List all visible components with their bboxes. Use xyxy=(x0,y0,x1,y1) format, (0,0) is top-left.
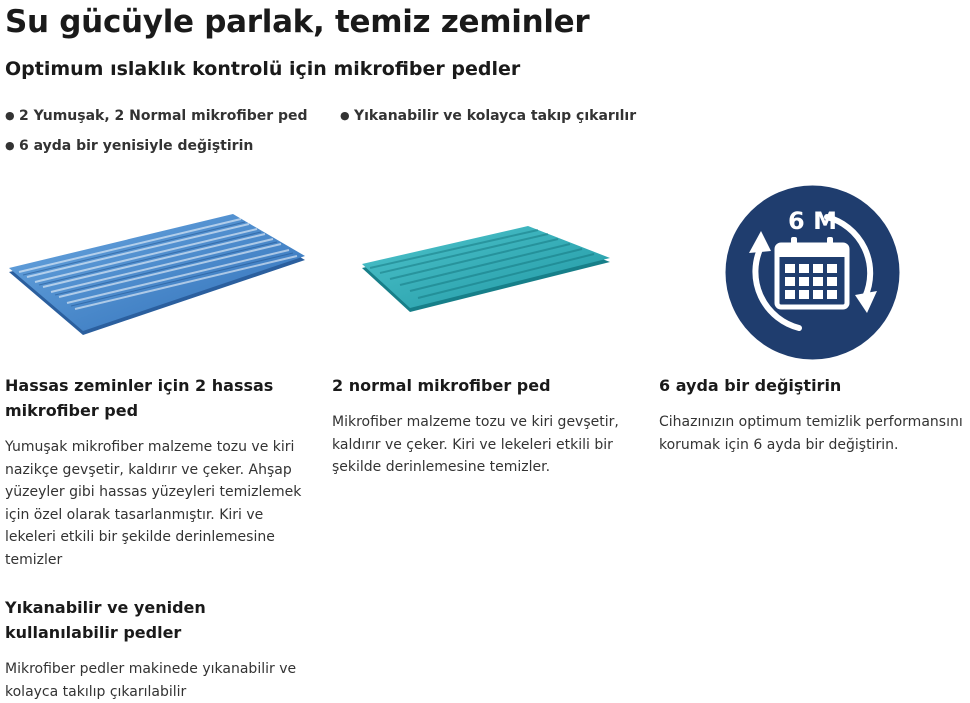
bullet-item xyxy=(5,106,308,126)
soft-microfiber-pad-image xyxy=(5,200,310,360)
normal-microfiber-pad-image xyxy=(340,200,635,360)
calendar-badge-text: 6 M xyxy=(788,207,837,235)
bullet-dot-icon: ● xyxy=(5,139,15,152)
feature-text-soft-pads: Yumuşak mikrofiber malzeme tozu ve kiri nazikçe gevşetir, kaldırır ve çeker. Ahşap yüzeyler gibi hassas yüzeyleri temizlemek için özel olarak tasarlanmıştır. Kiri ve lekeleri etkili bir şekilde derinlemesine temizler xyxy=(5,439,302,568)
feature-title-replace: 6 ayda bir değiştirin xyxy=(659,376,842,395)
bullet-text: 2 Yumuşak, 2 Normal mikrofiber ped xyxy=(19,108,308,124)
feature-text-washable: Mikrofiber pedler makinede yıkanabilir ve kolayca takılıp çıkarılabilir xyxy=(5,661,297,700)
bullet-text: Yıkanabilir ve kolayca takıp çıkarılır xyxy=(354,108,637,124)
feature-title-soft-pads: Hassas zeminler için 2 hassas mikrofiber ped xyxy=(5,376,274,420)
page-title: Su gücüyle parlak, temiz zeminler xyxy=(5,4,590,40)
bullet-text: 6 ayda bir yenisiyle değiştirin xyxy=(19,138,254,154)
replace-calendar-icon xyxy=(725,185,900,360)
bullet-dot-icon: ● xyxy=(340,109,350,122)
bullet-dot-icon: ● xyxy=(5,109,15,122)
feature-text-normal-pads: Mikrofiber malzeme tozu ve kiri gevşetir, kaldırır ve çeker. Kiri ve lekeleri etkili bir şekilde derinlemesine temizler. xyxy=(332,414,619,475)
page-subtitle: Optimum ıslaklık kontrolü için mikrofiber pedler xyxy=(5,58,521,80)
bullet-item xyxy=(340,106,636,126)
feature-title-washable: Yıkanabilir ve yeniden kullanılabilir pedler xyxy=(5,598,206,642)
feature-title-normal-pads: 2 normal mikrofiber ped xyxy=(332,376,551,395)
feature-text-replace: Cihazınızın optimum temizlik performansını korumak için 6 ayda bir değiştirin. xyxy=(659,414,963,453)
bullet-item xyxy=(5,136,253,156)
